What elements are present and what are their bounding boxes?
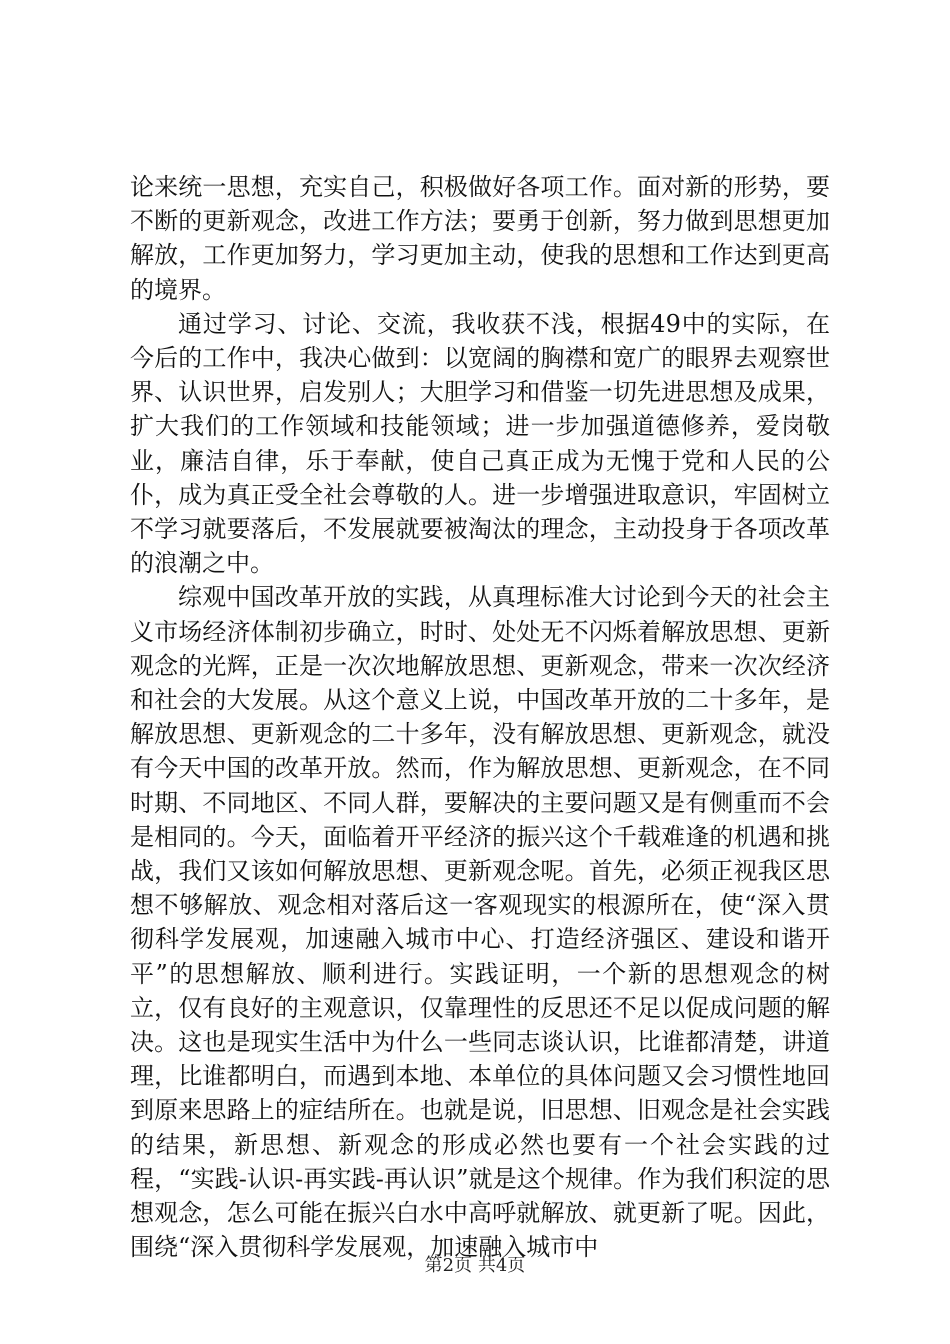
page-number-label: 第2页 共4页 <box>424 1255 526 1276</box>
paragraph-1: 论来统一思想，充实自己，积极做好各项工作。面对新的形势，要不断的更新观念，改进工作方法；要勇于创新，努力做到思想更加解放，工作更加努力，学习更加主动，使我的思想和工作达到更高的境界。 <box>130 173 830 304</box>
paragraph-3: 综观中国改革开放的实践，从真理标准大讨论到今天的社会主义市场经济体制初步确立，时时、处处无不闪烁着解放思想、更新观念的光辉，正是一次次地解放思想、更新观念，带来一次次经济和社会的大发展。从这个意义上说，中国改革开放的二十多年，是解放思想、更新观念的二十多年，没有解放思想、更新观念，就没有今天中国的改革开放。然而，作为解放思想、更新观念，在不同时期、不同地区、不同人群，要解决的主要问题又是有侧重而不会是相同的。今天，面临着开平经济的振兴这个千载难逢的机遇和挑战，我们又该如何解放思想、更新观念呢。首先，必须正视我区思想不够解放、观念相对落后这一客观现实的根源所在，使“深入贯彻科学发展观，加速融入城市中心、打造经济强区、建设和谐开平”的思想解放、顺利进行。实践证明，一个新的思想观念的树立，仅有良好的主观意识，仅靠理性的反思还不足以促成问题的解决。这也是现实生活中为什么一些同志谈认识，比谁都清楚，讲道理，比谁都明白，而遇到本地、本单位的具体问题又会习惯性地回到原来思路上的症结所在。也就是说，旧思想、旧观念是社会实践的结果，新思想、新观念的形成必然也要有一个社会实践的过程，“实践-认识-再实践-再认识”就是这个规律。作为我们积淀的思想观念，怎么可能在振兴白水中高呼就解放、就更新了呢。因此，围绕“深入贯彻科学发展观，加速融入城市中 <box>130 583 830 1262</box>
paragraph-2: 通过学习、讨论、交流，我收获不浅，根据49中的实际，在今后的工作中，我决心做到：以宽阔的胸襟和宽广的眼界去观察世界、认识世界，启发别人；大胆学习和借鉴一切先进思想及成果，扩大我们的工作领域和技能领域；进一步加强道德修养，爱岗敬业，廉洁自律，乐于奉献，使自己真正成为无愧于党和人民的公仆，成为真正受全社会尊敬的人。进一步增强进取意识，牢固树立不学习就要落后，不发展就要被淘汰的理念，主动投身于各项改革的浪潮之中。 <box>130 309 830 578</box>
body-text <box>130 170 830 1265</box>
page-footer <box>0 1255 950 1277</box>
